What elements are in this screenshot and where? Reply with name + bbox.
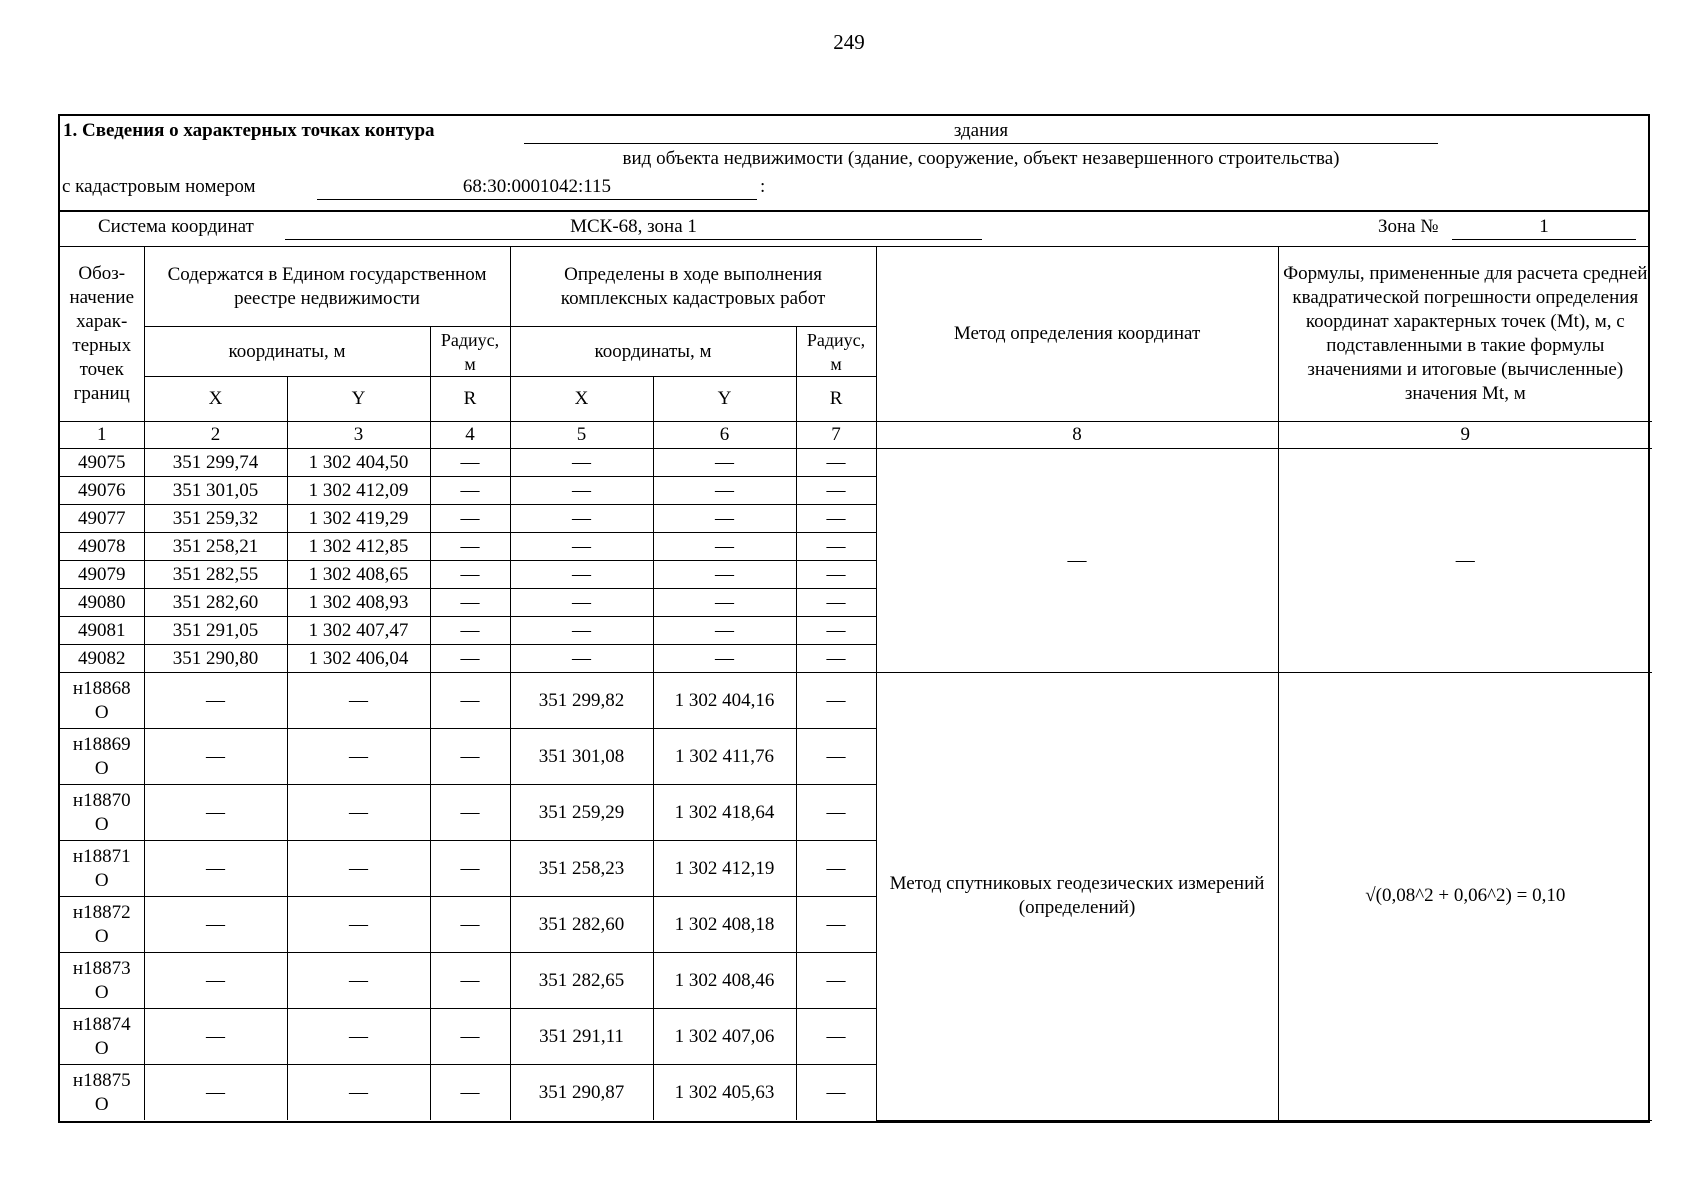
cell-r: — — [430, 477, 510, 505]
formula-cell: — — [1278, 449, 1652, 673]
point-id-existing: 49082 — [60, 645, 144, 673]
point-id-existing: 49079 — [60, 561, 144, 589]
table-row — [60, 673, 1652, 729]
point-id-new: н18873 О — [60, 953, 144, 1009]
cadastral-number: 68:30:0001042:115 — [317, 176, 757, 200]
cell-r2: — — [796, 645, 876, 673]
cell-r: — — [430, 1009, 510, 1065]
col-egrn-group: Содержатся в Едином государственном реестре недвижимости — [144, 247, 510, 327]
cell-y2: 1 302 408,18 — [653, 897, 796, 953]
cell-x: 351 290,80 — [144, 645, 287, 673]
col-egrn-y: Y — [287, 377, 430, 422]
col-egrn-x: X — [144, 377, 287, 422]
col-number: 9 — [1278, 422, 1652, 449]
cell-y: — — [287, 729, 430, 785]
coord-system-label: Система координат — [98, 216, 254, 237]
cell-r: — — [430, 897, 510, 953]
col-number: 3 — [287, 422, 430, 449]
cell-x: — — [144, 729, 287, 785]
col-number: 7 — [796, 422, 876, 449]
cell-y2: 1 302 407,06 — [653, 1009, 796, 1065]
cell-y2: — — [653, 645, 796, 673]
point-id-existing: 49078 — [60, 533, 144, 561]
cell-x2: 351 290,87 — [510, 1065, 653, 1121]
cell-r: — — [430, 673, 510, 729]
cell-y: — — [287, 953, 430, 1009]
cell-y2: 1 302 411,76 — [653, 729, 796, 785]
cell-y2: 1 302 404,16 — [653, 673, 796, 729]
cell-x: 351 282,55 — [144, 561, 287, 589]
section-title: 1. Сведения о характерных точках контура — [63, 120, 435, 141]
cell-y: 1 302 412,09 — [287, 477, 430, 505]
page-number: 249 — [833, 30, 865, 54]
points-sheet — [58, 114, 1650, 1123]
cell-x: 351 259,32 — [144, 505, 287, 533]
formula-cell: √(0,08^2 + 0,06^2) = 0,10 — [1278, 673, 1652, 1121]
col-egrn-radius: Радиус, м — [430, 327, 510, 377]
cell-r2: — — [796, 897, 876, 953]
cell-y: 1 302 408,93 — [287, 589, 430, 617]
cell-r2: — — [796, 617, 876, 645]
cell-y2: 1 302 405,63 — [653, 1065, 796, 1121]
cell-y2: — — [653, 533, 796, 561]
point-id-new: н18870 О — [60, 785, 144, 841]
cell-r2: — — [796, 505, 876, 533]
point-id-existing: 49080 — [60, 589, 144, 617]
cell-x2: — — [510, 589, 653, 617]
cell-r2: — — [796, 589, 876, 617]
point-id-new: н18869 О — [60, 729, 144, 785]
cell-x: — — [144, 841, 287, 897]
cell-x: 351 301,05 — [144, 477, 287, 505]
points-table — [60, 247, 1652, 1121]
cadastral-colon: : — [760, 176, 766, 197]
zone-label: Зона № — [1378, 216, 1439, 237]
cell-r: — — [430, 953, 510, 1009]
col-works-coords: координаты, м — [510, 327, 796, 377]
cell-r2: — — [796, 785, 876, 841]
cell-x: — — [144, 1009, 287, 1065]
cell-r2: — — [796, 953, 876, 1009]
point-id-new: н18874 О — [60, 1009, 144, 1065]
cell-x2: 351 282,60 — [510, 897, 653, 953]
col-number: 1 — [60, 422, 144, 449]
point-id-new: н18875 О — [60, 1065, 144, 1121]
cell-r: — — [430, 505, 510, 533]
cell-y: 1 302 406,04 — [287, 645, 430, 673]
col-point-designation — [60, 247, 144, 422]
col-number: 6 — [653, 422, 796, 449]
cell-r: — — [430, 1065, 510, 1121]
object-header — [60, 116, 1648, 212]
cell-y2: 1 302 412,19 — [653, 841, 796, 897]
cell-y2: — — [653, 561, 796, 589]
cell-y: — — [287, 1065, 430, 1121]
col-egrn-r: R — [430, 377, 510, 422]
cell-x: 351 299,74 — [144, 449, 287, 477]
cell-x: 351 258,21 — [144, 533, 287, 561]
cell-y2: — — [653, 589, 796, 617]
col-number: 5 — [510, 422, 653, 449]
cell-r: — — [430, 589, 510, 617]
cell-x2: 351 259,29 — [510, 785, 653, 841]
col-works-group: Определены в ходе выполнения комплексных кадастровых работ — [510, 247, 876, 327]
cell-x: — — [144, 953, 287, 1009]
method-cell: — — [876, 449, 1278, 673]
point-id-existing: 49081 — [60, 617, 144, 645]
cell-x2: — — [510, 505, 653, 533]
col-method: Метод определения координат — [876, 247, 1278, 422]
cell-x2: 351 301,08 — [510, 729, 653, 785]
cell-y: — — [287, 841, 430, 897]
cell-y: 1 302 412,85 — [287, 533, 430, 561]
cell-r: — — [430, 561, 510, 589]
cell-r2: — — [796, 561, 876, 589]
zone-value: 1 — [1452, 216, 1636, 240]
object-kind-value: здания — [524, 120, 1438, 144]
cell-x2: 351 291,11 — [510, 1009, 653, 1065]
object-kind-caption: вид объекта недвижимости (здание, сооружение, объект незавершенного строительства) — [622, 148, 1340, 169]
cell-y2: — — [653, 477, 796, 505]
cell-x2: — — [510, 449, 653, 477]
cell-r2: — — [796, 1065, 876, 1121]
cell-r2: — — [796, 533, 876, 561]
cell-r2: — — [796, 449, 876, 477]
cell-r: — — [430, 729, 510, 785]
cell-x2: — — [510, 617, 653, 645]
cell-x2: — — [510, 533, 653, 561]
col-number: 4 — [430, 422, 510, 449]
cell-x2: — — [510, 645, 653, 673]
cell-y2: 1 302 418,64 — [653, 785, 796, 841]
col-works-x: X — [510, 377, 653, 422]
cell-y: 1 302 408,65 — [287, 561, 430, 589]
cell-y2: — — [653, 505, 796, 533]
cell-y: 1 302 419,29 — [287, 505, 430, 533]
col-works-r: R — [796, 377, 876, 422]
coord-system-value: МСК-68, зона 1 — [285, 216, 982, 240]
cell-x2: 351 299,82 — [510, 673, 653, 729]
cell-r2: — — [796, 729, 876, 785]
cell-y: — — [287, 673, 430, 729]
cell-x: — — [144, 785, 287, 841]
point-id-existing: 49076 — [60, 477, 144, 505]
cell-r: — — [430, 449, 510, 477]
cell-r2: — — [796, 841, 876, 897]
cell-x: — — [144, 673, 287, 729]
cell-r: — — [430, 645, 510, 673]
point-id-new: н18868 О — [60, 673, 144, 729]
col-formulas: Формулы, примененные для расчета средней квадратической погрешности определения координат характерных точек (Mt), м, с подставленными в такие формулы значениями и итоговые (вычисленные) значения Mt, м — [1278, 247, 1652, 422]
point-id-new: н18872 О — [60, 897, 144, 953]
cell-y: 1 302 404,50 — [287, 449, 430, 477]
cadastral-label: с кадастровым номером — [62, 176, 256, 197]
point-id-existing: 49075 — [60, 449, 144, 477]
cell-r2: — — [796, 673, 876, 729]
cell-r: — — [430, 785, 510, 841]
cell-x: — — [144, 897, 287, 953]
cell-y2: — — [653, 449, 796, 477]
coordinate-system-row — [60, 212, 1648, 247]
cell-x: 351 291,05 — [144, 617, 287, 645]
col-number: 8 — [876, 422, 1278, 449]
method-cell: Метод спутниковых геодезических измерений (определений) — [876, 673, 1278, 1121]
column-number-row — [60, 422, 1652, 449]
cell-r: — — [430, 617, 510, 645]
cell-r: — — [430, 841, 510, 897]
cell-x2: — — [510, 477, 653, 505]
col-works-radius: Радиус, м — [796, 327, 876, 377]
cell-r2: — — [796, 477, 876, 505]
cell-y2: 1 302 408,46 — [653, 953, 796, 1009]
col-number: 2 — [144, 422, 287, 449]
cell-y: — — [287, 1009, 430, 1065]
point-id-new: н18871 О — [60, 841, 144, 897]
cell-y: — — [287, 785, 430, 841]
cell-x2: 351 258,23 — [510, 841, 653, 897]
col-works-y: Y — [653, 377, 796, 422]
col-point-designation-text: Обоз- начение харак- терных точек границ — [69, 263, 135, 404]
cell-x: — — [144, 1065, 287, 1121]
cell-y: 1 302 407,47 — [287, 617, 430, 645]
cell-x2: — — [510, 561, 653, 589]
col-egrn-coords: координаты, м — [144, 327, 430, 377]
cell-r: — — [430, 533, 510, 561]
cell-x: 351 282,60 — [144, 589, 287, 617]
cell-r2: — — [796, 1009, 876, 1065]
point-id-existing: 49077 — [60, 505, 144, 533]
cell-y2: — — [653, 617, 796, 645]
table-row — [60, 449, 1652, 477]
cell-y: — — [287, 897, 430, 953]
cell-x2: 351 282,65 — [510, 953, 653, 1009]
